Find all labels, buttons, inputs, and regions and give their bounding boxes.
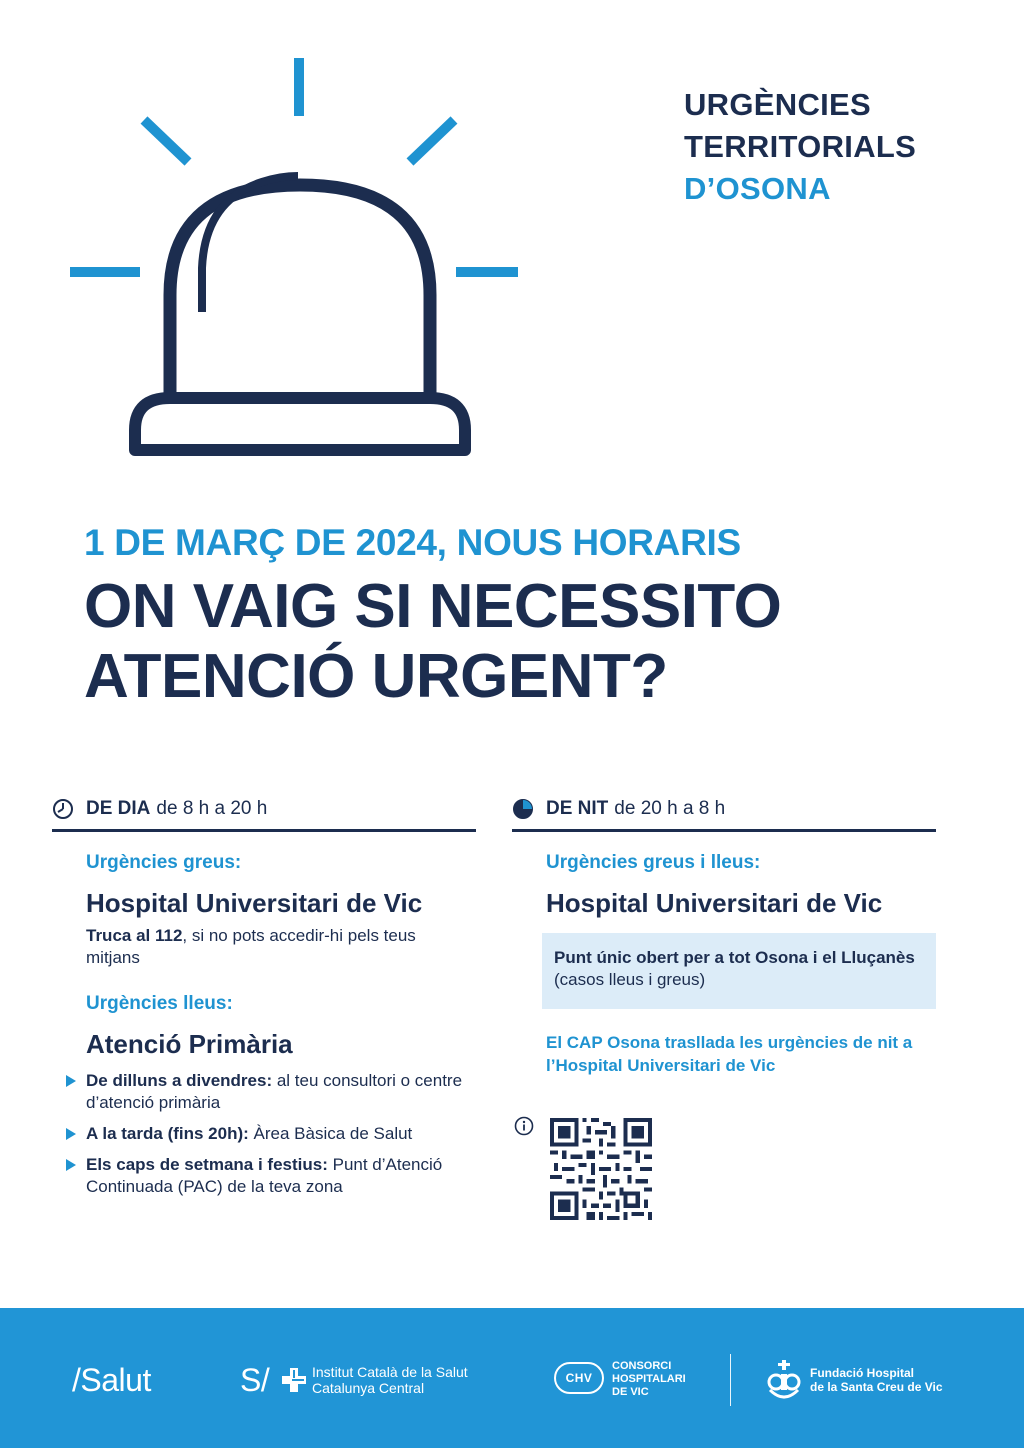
day-greus-label: Urgències greus: <box>86 852 242 873</box>
night-heading-hours: de 20 h a 8 h <box>614 797 726 819</box>
footer-divider <box>730 1354 731 1406</box>
day-heading-hours: de 8 h a 20 h <box>156 797 268 819</box>
date-heading: 1 DE MARÇ DE 2024, NOUS HORARIS <box>84 522 741 563</box>
brand-title-line-2: TERRITORIALS <box>684 129 917 164</box>
list-item-bold: A la tarda (fins 20h): <box>86 1124 249 1143</box>
page-title-line-1: ON VAIG SI NECESSITO <box>84 572 782 641</box>
night-place: Hospital Universitari de Vic <box>546 888 883 918</box>
ics-logo-line-1: Institut Català de la Salut <box>312 1364 468 1380</box>
page-title <box>84 572 781 712</box>
day-greus-place: Hospital Universitari de Vic <box>86 888 423 918</box>
list-item-text: Punt d’Atenció Continuada (PAC) de la teva zona <box>86 1155 443 1196</box>
day-greus-text-rest: , si no pots accedir-hi pels teus mitjans <box>86 926 416 967</box>
brand-title-line-1: URGÈNCIES <box>684 87 872 122</box>
night-column <box>512 798 936 1077</box>
bullet-arrow-icon <box>66 1128 76 1140</box>
chv-logo-line-2: HOSPITALARI <box>612 1373 686 1385</box>
ics-logo-mark: S/ <box>240 1362 270 1398</box>
night-box-bold: Punt únic obert per a tot Osona i el Lluçanès <box>554 948 915 967</box>
fundacio-logo-line-2: de la Santa Creu de Vic <box>810 1380 943 1394</box>
chv-logo-line-3: DE VIC <box>612 1386 649 1398</box>
qr-code[interactable] <box>550 1118 652 1220</box>
list-item <box>66 1123 476 1145</box>
salut-logo: /Salut <box>72 1362 151 1398</box>
day-column <box>52 798 476 1207</box>
ics-logo-text <box>312 1364 468 1396</box>
night-heading-bold: DE NIT <box>546 797 609 819</box>
list-item-text: al teu consultori o centre d’atenció primària <box>86 1071 463 1112</box>
night-label: Urgències greus i lleus: <box>546 852 761 873</box>
bullet-arrow-icon <box>66 1075 76 1087</box>
day-heading-bold: DE DIA <box>86 797 151 819</box>
day-heading <box>52 798 476 832</box>
siren-icon <box>60 50 540 470</box>
day-lleus-list <box>66 1070 476 1198</box>
night-note: El CAP Osona trasllada les urgències de nit a l’Hospital Universitari de Vic <box>546 1033 913 1075</box>
list-item <box>66 1070 476 1114</box>
fundacio-logo-text <box>810 1366 943 1394</box>
night-info-box <box>542 933 936 1009</box>
info-icon <box>514 1116 534 1136</box>
clock-day-icon <box>52 798 74 820</box>
health-cross-icon <box>282 1368 306 1392</box>
list-item-text: Àrea Bàsica de Salut <box>248 1124 413 1143</box>
day-greus-text <box>86 925 426 969</box>
night-heading <box>512 798 936 832</box>
clock-night-icon <box>512 798 534 820</box>
fundacio-emblem <box>766 1360 802 1400</box>
fundacio-logo-line-1: Fundació Hospital <box>810 1366 915 1380</box>
footer <box>0 1308 1024 1448</box>
list-item-bold: Els caps de setmana i festius: <box>86 1155 328 1174</box>
call-112-text: Truca al 112 <box>86 926 183 945</box>
day-lleus-label: Urgències lleus: <box>86 993 233 1014</box>
day-lleus-place: Atenció Primària <box>86 1029 293 1059</box>
night-box-rest: (casos lleus i greus) <box>554 970 706 989</box>
chv-logo-line-1: CONSORCI <box>612 1360 672 1372</box>
bullet-arrow-icon <box>66 1159 76 1171</box>
page-title-line-2: ATENCIÓ URGENT? <box>84 642 668 711</box>
list-item-bold: De dilluns a divendres: <box>86 1071 273 1090</box>
brand-title <box>684 84 916 210</box>
list-item <box>66 1154 476 1198</box>
chv-logo-text <box>612 1360 686 1399</box>
brand-title-line-3: D’OSONA <box>684 171 831 206</box>
ics-logo-line-2: Catalunya Central <box>312 1380 425 1396</box>
chv-logo-mark: CHV <box>554 1362 604 1394</box>
